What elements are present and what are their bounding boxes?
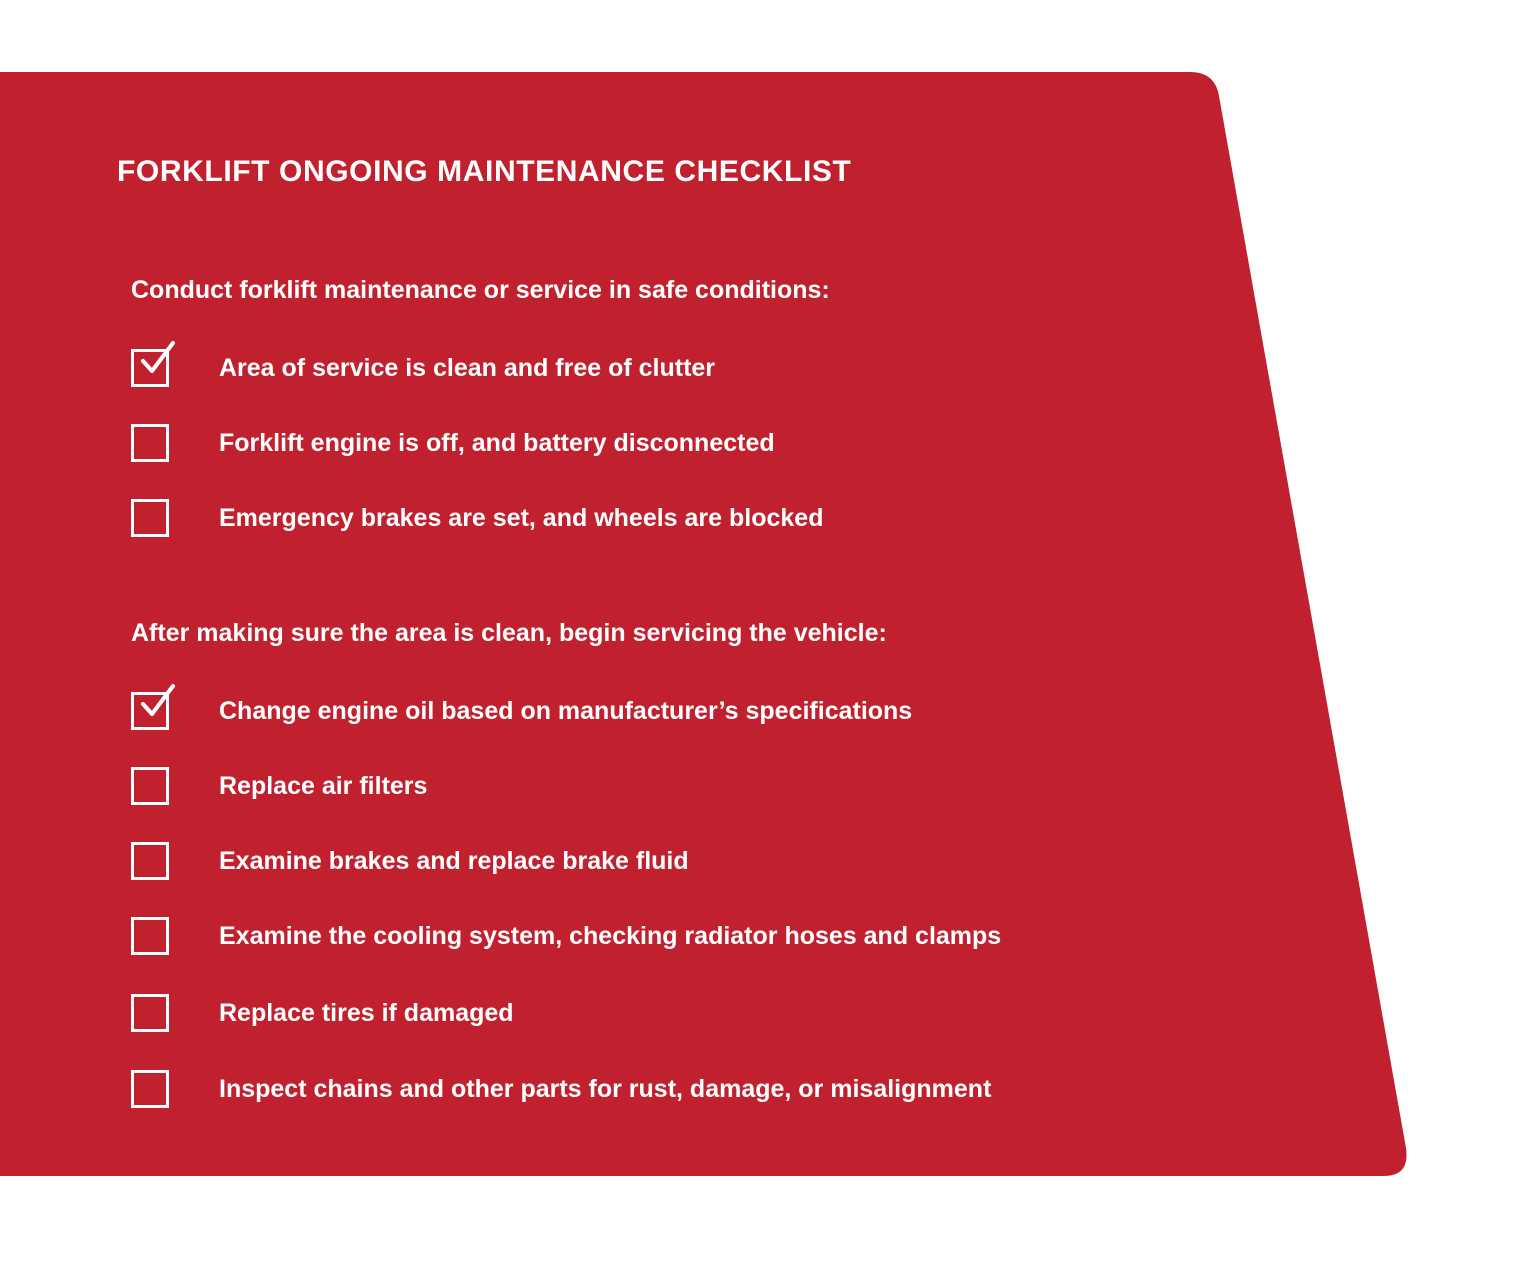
checkbox-empty-icon[interactable] (131, 994, 169, 1032)
checkbox-checked-icon[interactable] (131, 349, 169, 387)
checklist-item[interactable] (131, 690, 912, 732)
checkbox-empty-icon[interactable] (131, 424, 169, 462)
checkbox-empty-icon[interactable] (131, 1070, 169, 1108)
checklist-item-label: Forklift engine is off, and battery disconnected (219, 428, 775, 457)
checklist-item[interactable] (131, 347, 715, 389)
checklist-item[interactable] (131, 992, 514, 1034)
checklist-item-label: Change engine oil based on manufacturer’s specifications (219, 696, 913, 725)
checkbox-checked-icon[interactable] (131, 692, 169, 730)
checklist-item-label: Examine the cooling system, checking radiator hoses and clamps (219, 921, 1002, 950)
section-heading-1: Conduct forklift maintenance or service in safe conditions: (131, 276, 830, 304)
page-title: FORKLIFT ONGOING MAINTENANCE CHECKLIST (117, 155, 852, 188)
checkbox-empty-icon[interactable] (131, 842, 169, 880)
checkbox-empty-icon[interactable] (131, 917, 169, 955)
checklist-item[interactable] (131, 915, 1001, 957)
check-mark-icon (137, 682, 177, 722)
checklist-item[interactable] (131, 1068, 991, 1110)
checkbox-empty-icon[interactable] (131, 767, 169, 805)
checklist-item[interactable] (131, 840, 689, 882)
checklist-item-label: Area of service is clean and free of clutter (219, 353, 716, 382)
checklist-item-label: Replace tires if damaged (219, 998, 514, 1027)
checklist-item[interactable] (131, 422, 775, 464)
checklist-item[interactable] (131, 765, 427, 807)
checklist-item-label: Replace air filters (219, 771, 428, 800)
checklist-item-label: Examine brakes and replace brake fluid (219, 846, 689, 875)
section-heading-2: After making sure the area is clean, begin servicing the vehicle: (131, 619, 887, 647)
checklist-item[interactable] (131, 497, 823, 539)
check-mark-icon (137, 339, 177, 379)
checkbox-empty-icon[interactable] (131, 499, 169, 537)
checklist-item-label: Inspect chains and other parts for rust, damage, or misalignment (219, 1074, 992, 1103)
checklist-item-label: Emergency brakes are set, and wheels are blocked (219, 503, 824, 532)
